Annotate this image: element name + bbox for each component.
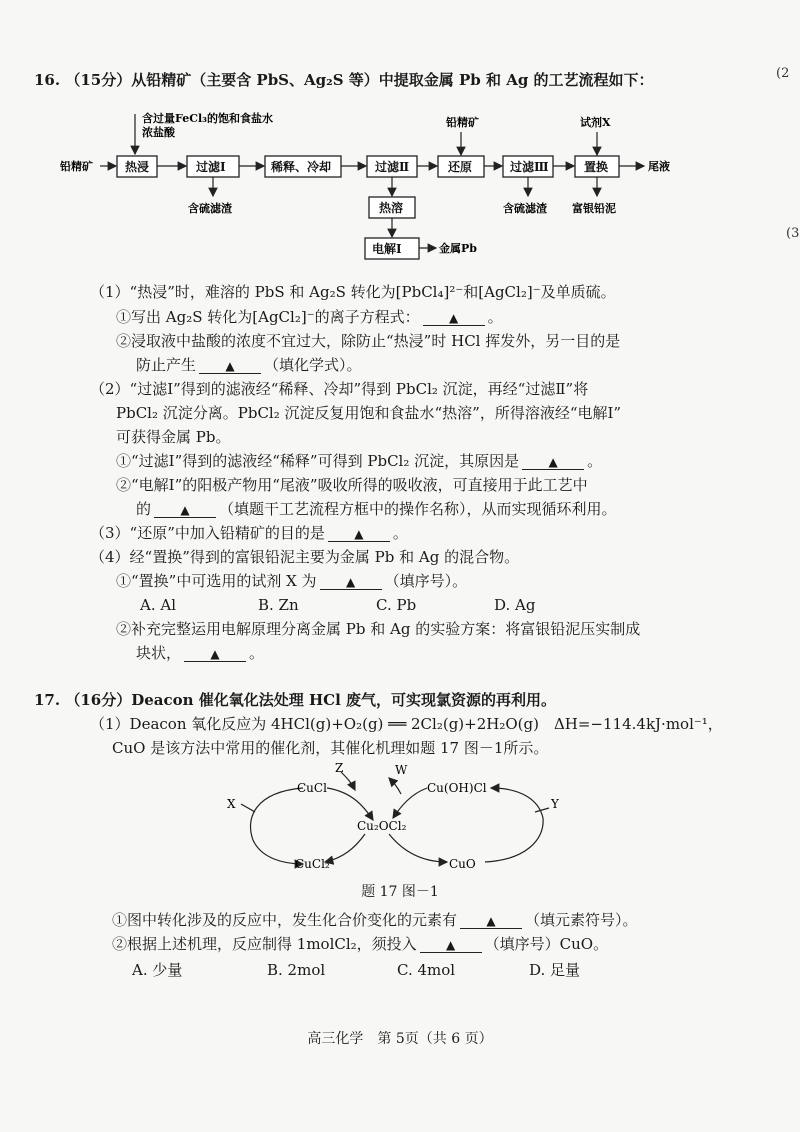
svg-text:热溶: 热溶 xyxy=(379,201,404,215)
answer-blank[interactable]: ▲ xyxy=(460,914,522,929)
q16-part3: （3）“还原”中加入铅精矿的目的是 ▲ 。 xyxy=(90,524,408,542)
input-reagent-x-label: 试剂X xyxy=(580,116,611,129)
q17-part1b: CuO 是该方法中常用的催化剂，其催化机理如题 17 图－1所示。 xyxy=(112,739,549,757)
q17-part1-2: ②根据上述机理，反应制得 1molCl₂，须投入 ▲ （填序号）CuO。 xyxy=(112,935,609,953)
q16-part2-2b: 的 ▲ （填题干工艺流程方框中的操作名称），从而实现循环利用。 xyxy=(136,500,617,518)
answer-blank[interactable]: ▲ xyxy=(184,647,246,662)
out-metal-pb: 金属Pb xyxy=(439,242,477,255)
option-c[interactable]: C. 4mol xyxy=(397,961,456,979)
answer-blank[interactable]: ▲ xyxy=(328,527,390,542)
answer-blank[interactable]: ▲ xyxy=(154,503,216,518)
q16-part1-2b: 防止产生 ▲ （填化学式）。 xyxy=(136,356,362,374)
option-b[interactable]: B. 2mol xyxy=(267,961,326,979)
q17-part1a: （1）Deacon 氧化反应为 4HCl(g)+O₂(g) ══ 2Cl₂(g)+2H₂O(g) ΔH=−114.4kJ·mol⁻¹， xyxy=(90,715,723,733)
q16-part4-1-options xyxy=(140,595,535,615)
q17-header: 17. （16分）Deacon 催化氧化法处理 HCl 废气，可实现氯资源的再利用。 xyxy=(34,691,556,709)
svg-text:置换: 置换 xyxy=(584,160,609,174)
species-cu2ocl2: Cu₂OCl₂ xyxy=(357,819,407,833)
species-cuo: CuO xyxy=(449,857,476,871)
label-z: Z xyxy=(335,761,344,775)
margin-mark-2: (3 xyxy=(786,226,800,241)
box-heat-leach xyxy=(117,156,157,177)
option-c[interactable]: C. Pb xyxy=(376,596,417,614)
option-d[interactable]: D. Ag xyxy=(494,596,536,614)
svg-text:过滤Ⅲ: 过滤Ⅲ xyxy=(510,160,549,174)
catalytic-cycle-diagram xyxy=(215,760,615,900)
box-filter-1 xyxy=(187,156,239,177)
input-ore-label: 铅精矿 xyxy=(60,160,93,173)
out-silver-lead-mud: 富银铅泥 xyxy=(572,202,616,215)
output-tail-label: 尾液 xyxy=(648,160,670,173)
q16-part2-1: ①“过滤Ⅰ”得到的滤液经“稀释”可得到 PbCl₂ 沉淀，其原因是 ▲ 。 xyxy=(116,452,603,470)
q16-part1: （1）“热浸”时，难溶的 PbS 和 Ag₂S 转化为[PbCl₄]²⁻和[AgCl₂]⁻及单质硫。 xyxy=(90,283,616,301)
process-flowchart xyxy=(0,108,800,268)
label-y: Y xyxy=(551,797,559,811)
answer-blank[interactable]: ▲ xyxy=(199,359,261,374)
reagent-top-label: 含过量FeCl₃的饱和食盐水 xyxy=(142,112,273,125)
answer-blank[interactable]: ▲ xyxy=(420,938,482,953)
box-filter-3 xyxy=(503,156,553,177)
answer-blank[interactable]: ▲ xyxy=(522,455,584,470)
q17-part1-2-options xyxy=(132,960,580,980)
q16-part4-2a: ②补充完整运用电解原理分离金属 Pb 和 Ag 的实验方案：将富银铅泥压实制成 xyxy=(116,620,641,638)
svg-text:过滤Ⅰ: 过滤Ⅰ xyxy=(196,160,226,174)
answer-blank[interactable]: ▲ xyxy=(423,311,485,326)
svg-text:还原: 还原 xyxy=(448,160,473,174)
answer-blank[interactable]: ▲ xyxy=(320,575,382,590)
page-footer: 高三化学 第 5页（共 6 页） xyxy=(307,1031,493,1047)
q16-part4-2b: 块状， ▲ 。 xyxy=(136,644,265,662)
box-electrolysis-1 xyxy=(365,238,419,259)
figure-caption: 题 17 图－1 xyxy=(361,884,439,900)
option-a[interactable]: A. Al xyxy=(140,596,176,614)
svg-text:热浸: 热浸 xyxy=(125,160,150,174)
box-displace xyxy=(575,156,619,177)
input-reduce-label: 铅精矿 xyxy=(446,116,479,129)
box-filter-2 xyxy=(367,156,417,177)
q16-part2b: PbCl₂ 沉淀分离。PbCl₂ 沉淀反复用饱和食盐水“热溶”，所得溶液经“电解Ⅰ” xyxy=(116,404,622,422)
option-a[interactable]: A. 少量 xyxy=(132,961,183,979)
box-dilute-cool xyxy=(265,156,341,177)
species-cucl: CuCl xyxy=(297,781,327,795)
q16-header: 16. （15分）从铅精矿（主要含 PbS、Ag₂S 等）中提取金属 Pb 和 Ag 的工艺流程如下： xyxy=(34,71,654,89)
q16-part1-2a: ②浸取液中盐酸的浓度不宜过大，除防止“热浸”时 HCl 挥发外，另一目的是 xyxy=(116,332,621,350)
margin-mark-1: (2 xyxy=(776,66,790,81)
q16-part1-1: ①写出 Ag₂S 转化为[AgCl₂]⁻的离子方程式： ▲ 。 xyxy=(116,308,503,326)
label-w: W xyxy=(395,763,408,777)
species-cucl2: CuCl₂ xyxy=(295,857,330,871)
q17-part1-1: ①图中转化涉及的反应中，发生化合价变化的元素有 ▲ （填元素符号）。 xyxy=(112,911,638,929)
species-cuohcl: Cu(OH)Cl xyxy=(427,781,487,795)
out-sulfur-residue-2: 含硫滤渣 xyxy=(503,202,547,215)
out-sulfur-residue-1: 含硫滤渣 xyxy=(188,202,232,215)
option-b[interactable]: B. Zn xyxy=(258,596,299,614)
q16-part2c: 可获得金属 Pb。 xyxy=(116,428,231,446)
label-x: X xyxy=(227,797,236,811)
option-d[interactable]: D. 足量 xyxy=(529,961,581,979)
q16-part4-1: ①“置换”中可选用的试剂 X 为 ▲ （填序号）。 xyxy=(116,572,468,590)
q16-part4: （4）经“置换”得到的富银铅泥主要为金属 Pb 和 Ag 的混合物。 xyxy=(90,548,520,566)
q16-part2a: （2）“过滤Ⅰ”得到的滤液经“稀释、冷却”得到 PbCl₂ 沉淀，再经“过滤Ⅱ”将 xyxy=(90,380,589,398)
svg-text:稀释、冷却: 稀释、冷却 xyxy=(271,160,332,174)
svg-text:过滤Ⅱ: 过滤Ⅱ xyxy=(375,160,410,174)
box-reduce xyxy=(438,156,484,177)
svg-text:电解Ⅰ: 电解Ⅰ xyxy=(372,242,402,256)
reagent-top-label-2: 浓盐酸 xyxy=(142,126,175,139)
q16-part2-2a: ②“电解Ⅰ”的阳极产物用“尾液”吸收所得的吸收液，可直接用于此工艺中 xyxy=(116,476,588,494)
box-hot-dissolve xyxy=(369,197,415,218)
